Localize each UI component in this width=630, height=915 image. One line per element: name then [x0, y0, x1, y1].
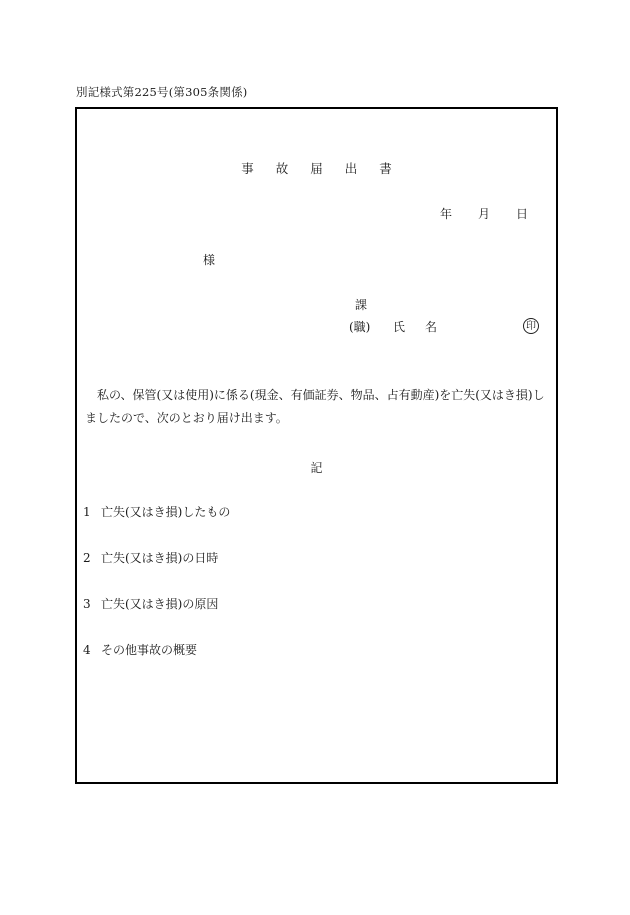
date-day: 日	[515, 207, 528, 221]
title-char: 出	[344, 161, 358, 176]
item-number: 2	[83, 551, 91, 565]
form-frame	[75, 107, 558, 784]
family-name-label: 氏	[393, 320, 406, 334]
item-label: 亡失(又はき損)したもの	[101, 505, 231, 519]
title-char: 書	[379, 161, 392, 176]
item-number: 1	[83, 505, 91, 519]
list-item	[83, 641, 230, 687]
name-row	[349, 318, 437, 335]
declaration-text: 私の、保管(又は使用)に係る(現金、有価証券、物品、占有動産)を亡失(又はき損)しましたので、次のとおり届け出ます。	[85, 388, 545, 425]
section-label: 課	[355, 298, 368, 312]
date-year: 年	[439, 207, 452, 221]
item-list	[83, 503, 230, 687]
date-line	[414, 205, 528, 222]
title-char: 届	[310, 161, 323, 176]
addressee-suffix: 様	[203, 253, 216, 267]
document-title	[77, 159, 556, 177]
seal-mark: 印	[523, 318, 539, 334]
list-item	[83, 503, 230, 549]
given-name-label: 名	[425, 320, 438, 334]
item-label: 亡失(又はき損)の日時	[101, 551, 219, 565]
title-char: 事	[241, 161, 254, 176]
item-number: 3	[83, 597, 91, 611]
title-char: 故	[275, 161, 289, 176]
ki-heading: 記	[310, 461, 323, 475]
form-reference: 別記様式第225号(第305条関係)	[76, 85, 248, 99]
item-label: 亡失(又はき損)の原因	[101, 597, 219, 611]
date-month: 月	[477, 207, 490, 221]
item-number: 4	[83, 643, 91, 657]
item-label: その他事故の概要	[101, 643, 198, 657]
position-label: (職)	[349, 320, 371, 334]
list-item	[83, 595, 230, 641]
list-item	[83, 549, 230, 595]
